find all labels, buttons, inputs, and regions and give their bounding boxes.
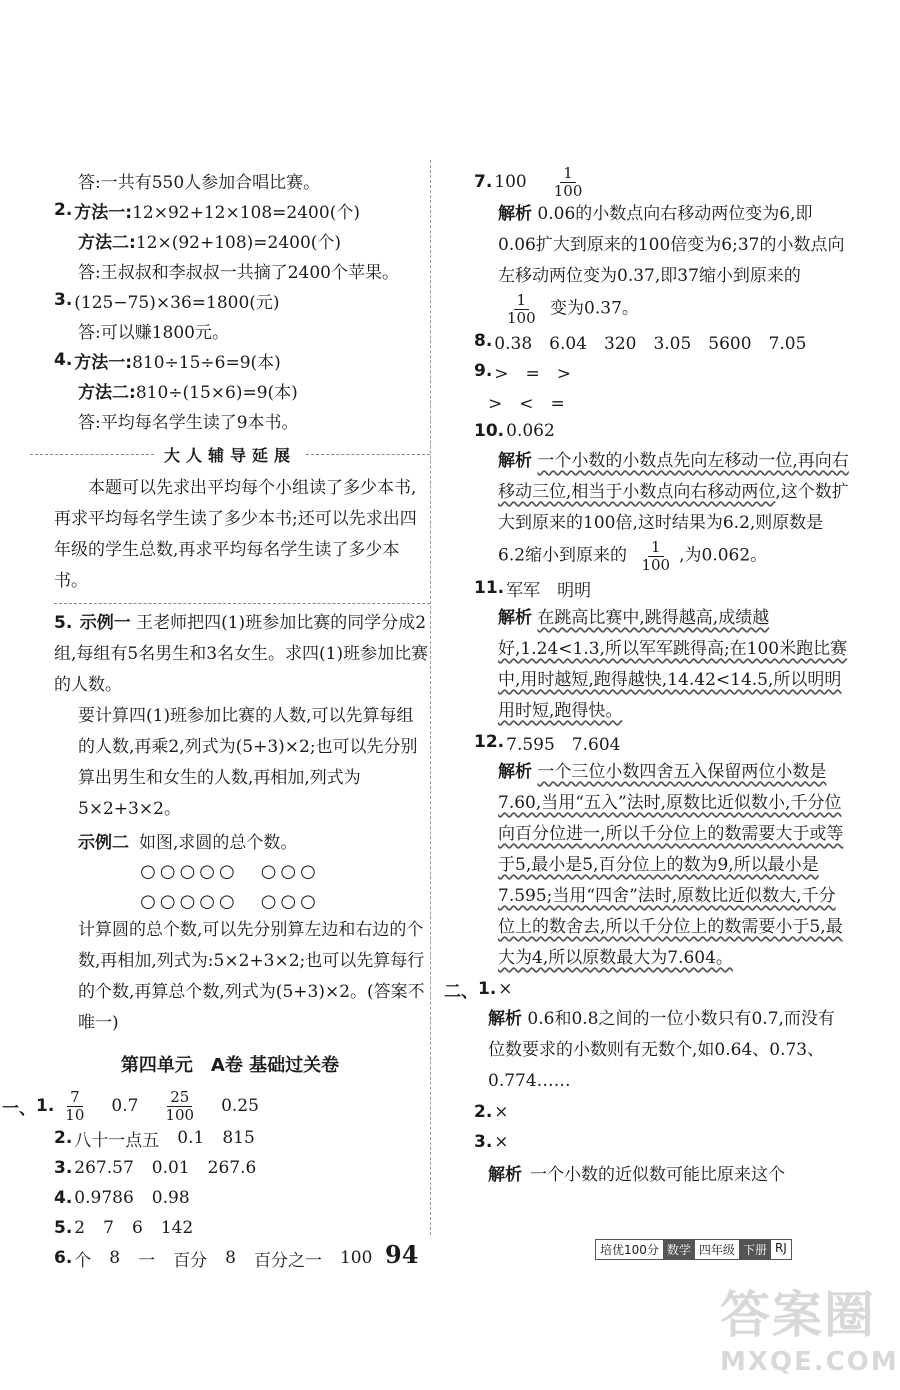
answer-4 [30,1183,430,1213]
answer-line: 答:一共有550人参加合唱比赛。 [78,172,321,193]
explanation-label: 解析 [498,762,532,782]
question-number: 1. [478,979,497,999]
answer-value: 7.595 7.604 [506,734,621,755]
question-number: 5. [54,1218,73,1238]
section-header [30,439,430,469]
explanation-text: ,为0.062。 [679,545,768,566]
answer-b3 [450,1127,850,1157]
unit-title: 第四单元 A卷 基础过关卷 [120,1055,340,1076]
dashed-rule [54,603,430,604]
answer-1 [2,1089,430,1123]
method-label: 方法一: [74,352,133,373]
watermark-text: 答案圈 [720,1286,876,1344]
numerator: 1 [560,165,576,183]
fraction [62,1089,87,1123]
answer-value: 0.01 [151,1158,190,1178]
answer-value: > = > [494,363,572,384]
explanation [450,603,850,727]
answer-value: 0.7 [111,1096,139,1116]
answer-6 [30,1243,430,1273]
denominator: 100 [641,555,671,574]
explanation-text: ,这个数扩大到原来的100倍,这时结果为6.2,则原数是6.2缩小到原来的 [498,482,849,566]
answer-10 [450,416,850,446]
explanation [450,446,850,573]
explanation [450,757,850,974]
answer-line: 答:可以赚1800元。 [78,322,229,343]
question-2 [30,195,430,225]
numerator: 25 [167,1089,192,1107]
answer-value: 个 [74,1250,92,1271]
answer-b2 [450,1097,850,1127]
section-label: 一、 [2,1098,36,1119]
answer-value: 一 [138,1250,156,1271]
answer-value: 267.57 [74,1158,134,1178]
question-number: 4. [54,1188,73,1208]
example-two [30,825,430,855]
question-4 [30,345,430,375]
answer-value: 0.9786 [74,1188,134,1208]
section-title: 大人辅导延展 [164,445,297,465]
explanation [450,1157,850,1187]
answer-8 [450,326,850,356]
left-column [2,165,430,1273]
book-tag-edition: RJ [774,1241,787,1255]
denominator: 10 [65,1105,85,1124]
question-number: 4. [54,350,73,370]
fraction [162,1089,197,1123]
explanation [450,199,850,326]
explanation-text: 一个小数的小数点先向左移动一位,再向右移动三位,相当于小数点向右移动两位 [498,451,849,502]
question-number: 3. [54,290,73,310]
answer-value: 百分 [173,1250,208,1271]
answer-value: 8 [109,1248,121,1268]
answer-value: 0.38 6.04 320 3.05 5600 7.05 [494,333,807,354]
equation: 12×(92+108)=2400(个) [135,232,342,253]
example-text: 王老师把四(1)班参加比赛的同学分成2组,每组有5名男生和3名女生。求四(1)班参加比赛的人数。 [54,613,429,695]
explanation-text: 一个三位小数四舍五入保留两位小数是7.60,当用“五入”法时,原数比近似数小,千分位向百分位进一,所以千分位上的数需要大于或等于5,最小是5,百分位上的数为9,所以最小是7.595;当用“四舍”法时,原数比近似数大,千分位上的数舍去,所以千分位上的数需要小于5,最大为4,所以原数最大为7.604。 [498,762,844,968]
explanation-text: 一个小数的近似数可能比原来这个 [530,1164,785,1185]
answer-line: 答:王叔叔和李叔叔一共摘了2400个苹果。 [78,262,399,283]
question-number: 3. [54,1158,73,1178]
page-number: 94 [385,1240,419,1269]
question-number: 3. [474,1132,493,1152]
answer-value: 267.6 [207,1158,257,1178]
example-text: 如图,求圆的总个数。 [139,832,298,853]
equation: 12×92+12×108=2400(个) [132,202,360,223]
question-number: 9. [474,361,493,381]
example-label: 示例一 [79,613,131,633]
dashed-rule [30,454,154,455]
method-label: 方法二: [78,232,136,253]
answer-value: × [494,1132,509,1152]
question-number: 2. [474,1102,493,1122]
explanation-text: 0.6和0.8之间的一位小数只有0.7,而没有位数要求的小数则有无数个,如0.64、0.73、0.774…… [488,1009,835,1091]
answer-value: 0.98 [151,1188,190,1208]
answer-2 [30,1123,430,1153]
circles-row: ○○○○○ ○○○ [140,861,320,882]
answer-value: 百分之一 [253,1250,322,1271]
question-number: 10. [474,421,505,441]
question-5 [30,608,430,701]
explanation-label: 解析 [488,1164,522,1185]
book-tag-volume: 下册 [739,1240,771,1259]
question-number: 2. [54,1128,73,1148]
denominator: 100 [553,181,583,200]
question-number: 12. [474,732,505,752]
equation: 810÷(15×6)=9(本) [135,382,298,403]
right-column [444,164,850,1187]
answer-b1 [444,974,850,1004]
answer-3 [30,1153,430,1183]
answer-line: 答:平均每名学生读了9本书。 [78,412,299,433]
method-two [30,375,430,405]
section-text: 本题可以先求出平均每个小组读了多少本书,再求平均每名学生读了多少本书;还可以先求出四年级的学生总数,再求平均每名学生读了多少本书。 [54,478,417,591]
fraction [504,292,539,326]
denominator: 100 [165,1105,195,1124]
explanation-text: 0.06的小数点向右移动两位变为6,即0.06扩大到原来的100倍变为6;37的小数点向左移动两位变为0.37,即37缩小到原来的 [498,204,845,286]
answer-value: 8 [225,1248,236,1268]
answer-value: 0.062 [506,421,555,441]
question-number: 6. [54,1248,73,1268]
explanation-text: 在跳高比赛中,跳得越高,成绩越好,1.24<1.3,所以军军跳得高;在100米跑比赛中,用时越短,跑得越快,14.42<14.5,所以明明用时短,跑得快。 [498,608,848,721]
question-number: 1. [36,1096,55,1116]
fraction [551,165,586,199]
fraction [638,539,673,573]
watermark-logo [720,1275,899,1385]
watermark-url: MXQE.COM [720,1347,899,1377]
method-label: 方法一: [74,202,133,223]
answer-value: 军军 明明 [506,580,592,601]
numerator: 1 [648,539,664,557]
answer-11 [450,573,850,603]
explanation-label: 解析 [498,204,532,224]
dashed-rule [306,454,430,455]
question-number: 2. [54,200,73,220]
explanation-label: 解析 [498,451,532,471]
question-number: 7. [474,172,493,192]
answer-value: 6 [131,1218,143,1238]
answer-value: 7 [103,1218,114,1238]
answer-value: × [498,979,513,999]
denominator: 100 [507,308,536,327]
numerator: 7 [67,1089,83,1107]
explanation-label: 解析 [488,1009,522,1029]
answer-value: 142 [160,1218,194,1238]
example-label: 示例二 [78,832,129,853]
question-number: 8. [474,331,493,351]
answer-value: 815 [222,1128,255,1148]
question-number: 5. [54,613,73,633]
book-tag-brand: 培优100分 [600,1243,659,1257]
answer-value: 100 [494,172,527,192]
answer-value: 100 [339,1248,373,1268]
answer-value: > < = [488,393,565,414]
circles-row: ○○○○○ ○○○ [140,891,320,912]
answer-7 [450,165,850,199]
question-3 [30,285,430,315]
method-two [30,225,430,255]
answer-9 [450,356,850,386]
explanation-text: 变为0.37。 [550,298,639,319]
method-label: 方法二: [78,382,136,403]
book-tag-subject: 数学 [663,1240,695,1259]
book-tag [595,1239,792,1260]
column-divider [430,160,431,1235]
answer-value: 0.1 [177,1128,205,1148]
answer-12 [450,727,850,757]
answer-5 [30,1213,430,1243]
equation: 810÷15÷6=9(本) [132,352,281,373]
section-label: 二、 [444,981,478,1002]
question-number: 11. [474,578,505,598]
example-text: 计算圆的总个数,可以先分别算左边和右边的个数,再相加,列式为:5×2+3×2;也可以先算每行的个数,再算总个数,列式为(5+3)×2。(答案不唯一) [78,920,425,1033]
explanation [450,1004,850,1097]
answer-value: 2 [74,1218,86,1238]
answer-value: 0.25 [221,1096,259,1116]
answer-value: × [494,1102,509,1122]
explanation-label: 解析 [498,608,532,628]
answer-value: 八十一点五 [74,1130,160,1151]
equation: (125−75)×36=1800(元) [74,292,280,313]
numerator: 1 [514,292,530,310]
example-text: 要计算四(1)班参加比赛的人数,可以先算每组的人数,再乘2,列式为(5+3)×2;也可以先分别算出男生和女生的人数,再相加,列式为5×2+3×2。 [78,706,418,819]
book-tag-grade: 四年级 [698,1243,735,1257]
